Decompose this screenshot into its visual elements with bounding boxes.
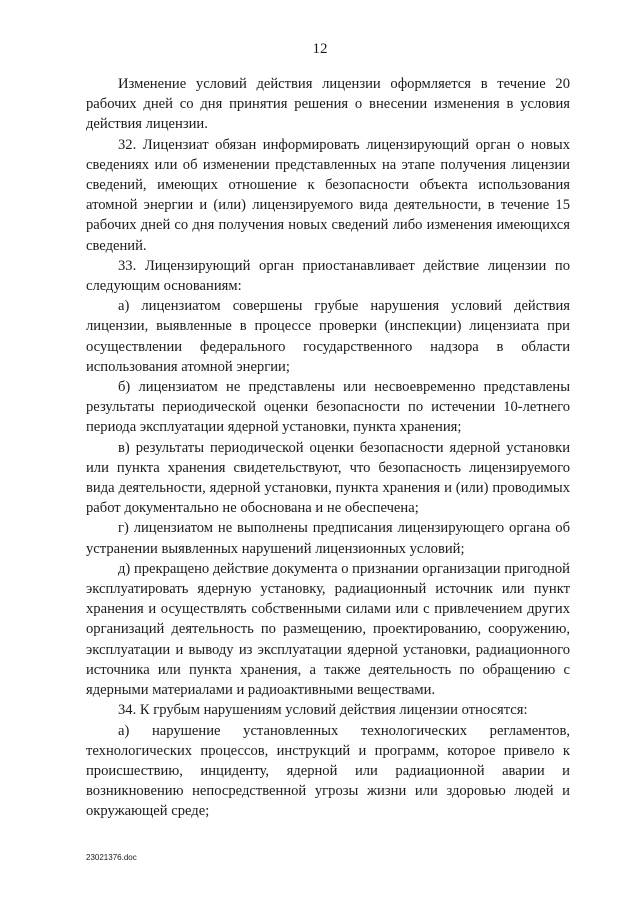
paragraph-33-a: а) лицензиатом совершены грубые нарушения условий действия лицензии, выявленные в процессе проверки (инспекции) лицензиата при осуществлении федерального государственного надзора в области использования атомной энергии;: [86, 298, 570, 375]
page-number: 12: [312, 41, 328, 57]
paragraph-license-change-term: Изменение условий действия лицензии оформляется в течение 20 рабочих дней со дня принятия решения о внесении изменения в условия действия лицензии.: [86, 76, 570, 133]
document-body: [86, 74, 570, 822]
paragraph-34: 34. К грубым нарушениям условий действия лицензии относятся:: [118, 702, 528, 719]
paragraph-34-a: а) нарушение установленных технологических регламентов, технологических процессов, инструкций и программ, которое привело к происшествию, инциденту, ядерной или радиационной аварии и возникновению непосредственной угрозы жизни или здоровью людей и окружающей среде;: [86, 722, 570, 820]
document-footer-filename: 23021376.doc: [86, 853, 137, 862]
paragraph-33-b: б) лицензиатом не представлены или несвоевременно представлены результаты периодической оценки безопасности по истечении 10-летнего периода эксплуатации ядерной установки, пункта хранения;: [86, 379, 570, 436]
paragraph-33: 33. Лицензирующий орган приостанавливает действие лицензии по следующим основаниям:: [86, 257, 570, 295]
paragraph-33-g: г) лицензиатом не выполнены предписания лицензирующего органа об устранении выявленных нарушений лицензионных условий;: [86, 520, 570, 557]
paragraph-33-d: д) прекращено действие документа о признании организации пригодной эксплуатировать ядерную установку, радиационный источник или пункт хранения и осуществлять собственными силами или с привлечением других организаций деятельность по размещению, проектированию, сооружению, эксплуатации и выводу из эксплуатации ядерной установки, радиационного источника или пункта хранения, а также деятельность по обращению с ядерными материалами и радиоактивными веществами.: [86, 560, 570, 699]
paragraph-33-v: в) результаты периодической оценки безопасности ядерной установки или пункта хранения свидетельствуют, что безопасность лицензируемого вида деятельности, ядерной установки, пункта хранения и (или) проводимых работ документально не обоснована и не обеспечена;: [86, 439, 570, 517]
paragraph-32: 32. Лицензиат обязан информировать лицензирующий орган о новых сведениях или об изменении представленных на этапе получения лицензии сведений, имеющих отношение к безопасности объекта использования атомной энергии и (или) лицензируемого вида деятельности, в течение 15 рабочих дней со дня получения новых сведений либо изменения имеющихся сведений.: [86, 136, 570, 254]
